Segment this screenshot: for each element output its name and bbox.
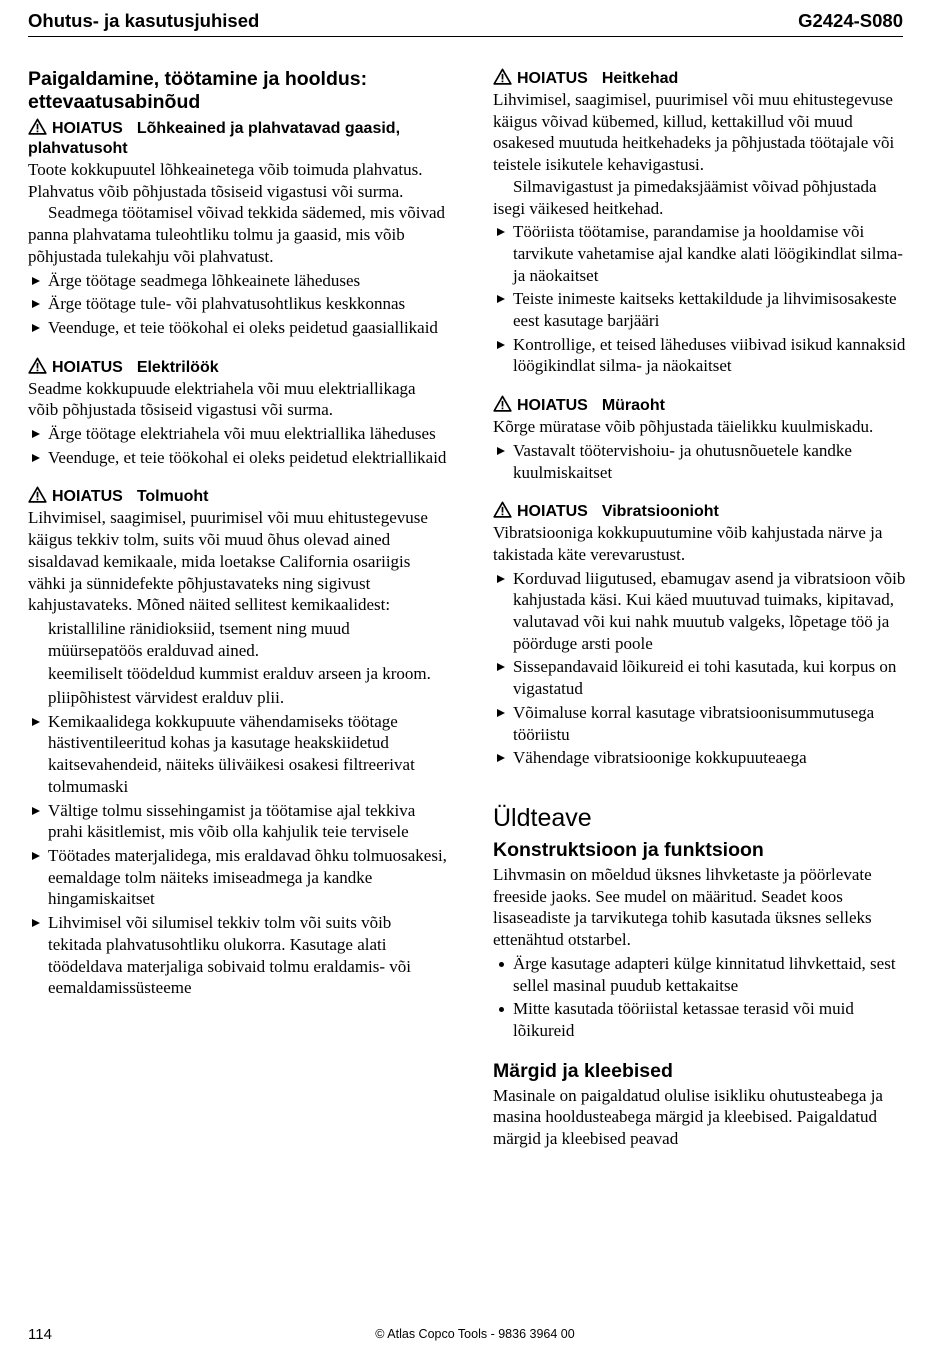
chapter-title: Üldteave: [493, 803, 592, 832]
list-item: [28, 317, 448, 339]
list-item: [493, 998, 906, 1041]
footer-copyright: © Atlas Copco Tools - 9836 3964 00: [375, 1327, 575, 1341]
bullet-arrow-icon: [32, 300, 40, 308]
list-item-text: Vastavalt töötervishoiu- ja ohutusnõuetele kandke kuulmiskaitset: [513, 440, 852, 482]
warning-label: HOIATUS: [517, 503, 588, 521]
warning-topic: Heitkehad: [601, 70, 679, 87]
list-item: [28, 800, 448, 843]
list-item: [493, 334, 906, 377]
warning-topic: Tolmuoht: [136, 488, 209, 506]
list-item: [493, 221, 906, 286]
list-item-text: Vähendage vibratsioonige kokkupuuteaega: [513, 748, 807, 768]
list-item: [493, 656, 906, 699]
warning-topic: Elektrilöök: [136, 358, 219, 376]
warning-heading: [28, 118, 448, 159]
bullet-arrow-icon: [32, 807, 40, 815]
warning-text: Toote kokkupuutel lõhkeainetega võib toimuda plahvatus. Plahvatus võib põhjustada tõsiseid vigastusi või surma.: [28, 160, 423, 201]
bullet-arrow-icon: [32, 454, 40, 462]
warning-topic: Müraoht: [601, 397, 665, 415]
body-text: Lihvmasin on mõeldud üksnes lihvketaste ja pöörlevate freeside jaoks. See mudel on määritud. Seadet koos lisaseadiste ja tarvikutega tohib kasutada üksnes selleks ettenähtud otstarbel.: [493, 864, 872, 950]
warning-heading: [493, 395, 906, 416]
example-text: keemiliselt töödeldud kummist eralduv arseen ja kroom.: [48, 664, 431, 684]
list-item: [28, 293, 448, 315]
list-item-text: Võimaluse korral kasutage vibratsioonisummutusega tööriistu: [513, 702, 875, 744]
left-column: [28, 68, 448, 999]
bullet-arrow-icon: [497, 663, 505, 671]
list-item-text: Veenduge, et teie töökohal ei oleks peidetud elektriallikaid: [48, 447, 447, 467]
list-item-text: Sissepandavaid lõikureid ei tohi kasutada, kui korpus on vigastatud: [513, 657, 897, 699]
instruction-list: [28, 270, 448, 339]
bullet-arrow-icon: [497, 447, 505, 455]
warning-triangle-icon: [28, 357, 47, 374]
list-item-text: Veenduge, et teie töökohal ei oleks peidetud gaasiallikaid: [48, 317, 438, 337]
list-item-text: Tööriista töötamise, parandamise ja hooldamise või tarvikute vahetamise ajal kandke alati löögikindlat silma- ja näokaitset: [513, 222, 903, 285]
bullet-arrow-icon: [497, 228, 505, 236]
list-item-text: Vältige tolmu sissehingamist ja töötamise ajal tekkiva prahi käsitlemist, mis võib olla kahjulik teie tervisele: [48, 800, 416, 842]
list-item: [493, 702, 906, 745]
list-item: [28, 270, 448, 292]
bullet-dot-icon: [499, 1007, 504, 1012]
warning-text: Seadmega töötamisel võivad tekkida sädemed, mis võivad panna plahvatama tuleohtliku tolmu ja gaasid, mis võib põhjustada tulekahju või plahvatust.: [28, 203, 446, 266]
list-item-text: Ärge töötage seadmega lõhkeainete läheduses: [48, 270, 361, 290]
instruction-list: [493, 221, 906, 377]
list-item: [28, 447, 448, 469]
list-item: [28, 711, 448, 798]
warning-triangle-icon: [28, 118, 47, 135]
warning-label: HOIATUS: [52, 488, 123, 506]
warning-text: Seadme kokkupuude elektriahela või muu elektriallikaga võib põhjustada tõsiseid vigastusi või surma.: [28, 378, 416, 420]
list-item: [493, 953, 906, 996]
list-item-text: Ärge töötage elektriahela või muu elektriallika läheduses: [48, 424, 436, 444]
bullet-arrow-icon: [497, 709, 505, 717]
warning-topic: Lõhkeained ja plahvatavad gaasid, plahvatusoht: [28, 120, 401, 157]
warning-triangle-icon: [493, 501, 512, 518]
bullet-arrow-icon: [32, 919, 40, 927]
warning-triangle-icon: [493, 68, 512, 85]
instruction-list: [28, 711, 448, 999]
example-text: kristalliline ränidioksiid, tsement ning muud müürsepatöös eralduvad ained.: [48, 618, 350, 660]
bullet-list: [493, 953, 906, 1042]
list-item: [28, 912, 448, 999]
warning-label: HOIATUS: [52, 120, 123, 137]
list-item-text: Mitte kasutada tööriistal ketassae terasid või muid lõikureid: [513, 999, 854, 1040]
warning-triangle-icon: [28, 486, 47, 503]
subsection-title: Konstruktsioon ja funktsioon: [493, 838, 764, 861]
warning-label: HOIATUS: [517, 397, 588, 415]
warning-text: Kõrge müratase võib põhjustada täielikku kuulmiskadu.: [493, 417, 874, 437]
header-model-number: G2424-S080: [798, 10, 903, 31]
bullet-arrow-icon: [32, 718, 40, 726]
warning-text: Vibratsiooniga kokkupuutumine võib kahjustada närve ja takistada käte verevarustust.: [493, 523, 883, 564]
list-item-text: Töötades materjalidega, mis eraldavad õhku tolmuosakesi, eemaldage tolm näiteks imiseadmega ja kandke hingamiskaitset: [48, 845, 447, 909]
list-item: [493, 440, 906, 483]
warning-heading: [493, 68, 906, 89]
example-text: pliipõhistest värvidest eralduv plii.: [48, 688, 285, 708]
list-item: [493, 288, 906, 331]
bullet-arrow-icon: [497, 575, 505, 583]
list-item-text: Korduvad liigutused, ebamugav asend ja vibratsioon võib kahjustada käsi. Kui käed muutuvad tuimaks, kipitavad, valutavad või kui nahk muutub valgeks, lõpetage töö ja pöörduge arsti poole: [513, 568, 906, 653]
header-rule: [28, 36, 903, 37]
list-item: [28, 423, 448, 445]
header-section-title: Ohutus- ja kasutusjuhised: [28, 10, 260, 31]
warning-topic: Vibratsioonioht: [601, 503, 719, 521]
bullet-arrow-icon: [497, 341, 505, 349]
warning-text: Silmavigastust ja pimedaksjäämist võivad põhjustada isegi väikesed heitkehad.: [493, 176, 877, 218]
body-text: Masinale on paigaldatud olulise isikliku ohutusteabega ja masina hooldusteabega märgid ja kleebised. Paigaldatud märgid ja kleebised peavad: [493, 1085, 883, 1149]
section-title: Paigaldamine, töötamine ja hooldus: ettevaatusabinõud: [28, 68, 368, 113]
bullet-arrow-icon: [497, 754, 505, 762]
instruction-list: [493, 568, 906, 769]
list-item-text: Teiste inimeste kaitseks kettakildude ja lihvimisosakeste eest kasutage barjääri: [513, 289, 897, 331]
list-item-text: Kemikaalidega kokkupuute vähendamiseks töötage hästiventileeritud kohas ja kasutage heakskiidetud kaitsevahendeid, näiteks üliväikesi osakesi filtreerivat tolmumaski: [48, 711, 415, 796]
bullet-arrow-icon: [497, 295, 505, 303]
list-item-text: Ärge töötage tule- või plahvatusohtlikus keskkonnas: [48, 294, 406, 314]
list-item-text: Ärge kasutage adapteri külge kinnitatud lihvkettaid, sest sellel masinal puudub kettakaitse: [513, 953, 896, 995]
warning-label: HOIATUS: [52, 358, 123, 376]
right-column: [493, 68, 906, 1150]
list-item: [28, 845, 448, 910]
bullet-arrow-icon: [32, 324, 40, 332]
bullet-arrow-icon: [32, 852, 40, 860]
bullet-arrow-icon: [32, 277, 40, 285]
page-number: 114: [28, 1326, 52, 1343]
warning-triangle-icon: [493, 395, 512, 412]
subsection-title: Märgid ja kleebised: [493, 1059, 673, 1082]
instruction-list: [493, 440, 906, 483]
warning-heading: [493, 501, 906, 522]
instruction-list: [28, 423, 448, 468]
bullet-dot-icon: [499, 962, 504, 967]
list-item: [493, 568, 906, 655]
warning-heading: [28, 486, 448, 507]
warning-heading: [28, 357, 448, 378]
bullet-arrow-icon: [32, 430, 40, 438]
warning-label: HOIATUS: [517, 70, 588, 87]
list-item: [493, 747, 906, 769]
list-item-text: Lihvimisel või silumisel tekkiv tolm või suits võib tekitada plahvatusohtliku olukorra. Kasutage alati töödeldava materjaliga sobivaid tolmu eraldamis- või eemaldamissüsteeme: [48, 913, 412, 998]
list-item-text: Kontrollige, et teised läheduses viibivad isikud kannaksid löögikindlat silma- ja näokaitset: [513, 334, 906, 376]
warning-text: Lihvimisel, saagimisel, puurimisel või muu ehitustegevuse käigus tekkiv tolm, suits või muud õhus olevad ained sisaldavad kemikaale, mida loetakse California osariigis vähki ja sünnidefekte põhjustavateks ning sigivust kahjustavateks. Mõned näited sellitest kemikaalidest:: [28, 508, 428, 615]
warning-text: Lihvimisel, saagimisel, puurimisel või muu ehitustegevuse käigus võivad kübemed, killud, kettakillud või muud osakesed muutuda heitkehadeks ja põhjustada töötajale või teistele isikutele kehavigastusi.: [493, 90, 895, 175]
